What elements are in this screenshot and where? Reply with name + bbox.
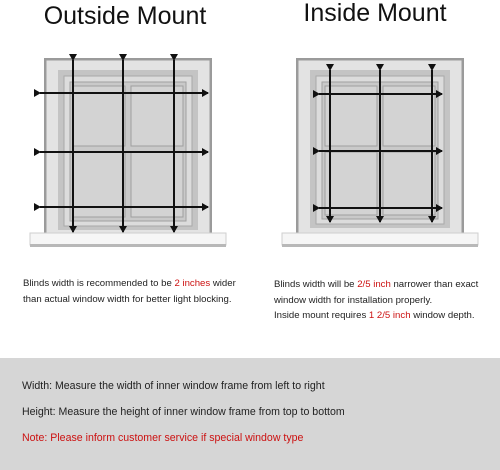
special-window-note: Note: Please inform customer service if special window type: [22, 432, 304, 444]
inside-desc-line1: [274, 277, 500, 293]
inside-desc-text: Blinds width will be: [274, 279, 358, 290]
height-note: Height: Measure the height of inner window frame from top to bottom: [22, 406, 345, 418]
inside-desc-highlight: 2/5 inch: [357, 279, 391, 290]
outside-desc-line2: than actual window width for better light blocking.: [23, 293, 232, 305]
outside-mount-description: [23, 276, 253, 307]
outside-desc-highlight: 2 inches: [174, 278, 211, 289]
inside-mount-description: [274, 277, 500, 324]
inside-desc-text: Inside mount requires: [274, 310, 369, 321]
inside-desc-text: window depth.: [410, 310, 475, 321]
width-note: Width: Measure the width of inner window frame from left to right: [22, 380, 325, 392]
inside-mount-window-illustration: [250, 0, 500, 260]
outside-mount-panel: [0, 0, 250, 360]
inside-mount-title: Inside Mount: [303, 0, 447, 27]
outside-desc-line1: [23, 276, 253, 292]
inside-mount-panel: [250, 0, 500, 360]
inside-desc-line3: [274, 308, 500, 324]
outside-desc-text: Blinds width is recommended to be: [23, 278, 175, 289]
outside-mount-window-illustration: [0, 0, 250, 260]
inside-desc-text: narrower than exact: [390, 279, 479, 290]
outside-mount-title: Outside Mount: [43, 2, 207, 30]
outside-desc-text: wider: [210, 278, 236, 289]
measurement-notes: [0, 358, 500, 470]
inside-desc-line2: window width for installation properly.: [274, 294, 433, 306]
inside-desc-depth-highlight: 1 2/5 inch: [368, 310, 411, 321]
